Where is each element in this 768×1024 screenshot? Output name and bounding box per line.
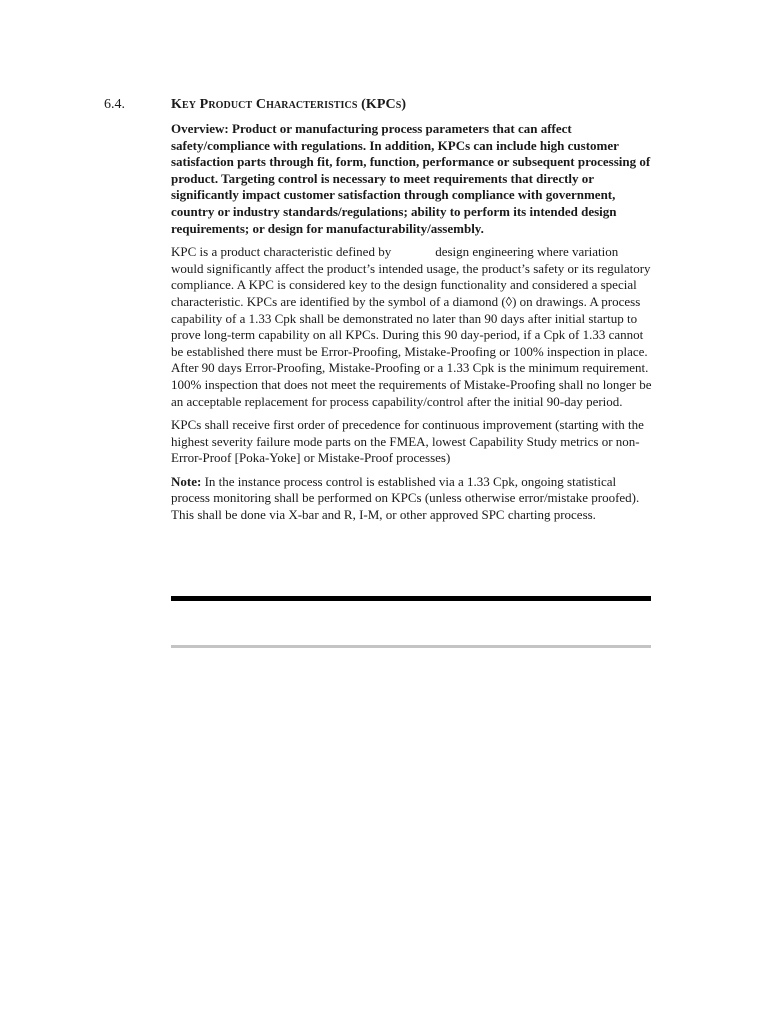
section-number: 6.4. <box>104 97 125 112</box>
kpc-definition-paragraph <box>171 244 653 410</box>
section-title: Key Product Characteristics (KPCs) <box>171 97 407 112</box>
section-end-rule <box>171 596 651 601</box>
note-label: Note: <box>171 473 202 489</box>
note-paragraph <box>171 474 653 524</box>
overview-paragraph: Overview: Product or manufacturing process parameters that can affect safety/compliance with regulations. In addition, KPCs can include high customer satisfaction parts through fit, form, function, performance or subsequent processing of product. Targeting control is necessary to meet requirements that directly or significantly impact customer satisfaction through compliance with government, country or industry standards/regulations; ability to perform its intended design requirements; or design for manufacturability/assembly. <box>171 121 651 236</box>
note-text: In the instance process control is established via a 1.33 Cpk, ongoing statistical process monitoring shall be performed on KPCs (unless otherwise error/mistake proofed). This shall be done via X-bar and R, I-M, or other approved SPC charting process. <box>171 473 640 523</box>
section-body <box>171 121 653 531</box>
page-divider <box>171 645 651 648</box>
kpc-definition-rest: design engineering where variation would significantly affect the product’s intended usage, the product’s safety or its regulatory compliance. A KPC is considered key to the design functionality and considered a special characteristic. KPCs are identified by the symbol of a diamond (◊) on drawings. A process capability of a 1.33 Cpk shall be demonstrated no later than 90 days after initial startup to prove long-term capability on all KPCs. During this 90 day-period, if a Cpk of 1.33 cannot be established there must be Error-Proofing, Mistake-Proofing or 100% inspection in place. After 90 days Error-Proofing, Mistake-Proofing or a 1.33 Cpk is the minimum requirement. 100% inspection that does not meet the requirements of Mistake-Proofing shall no longer be an acceptable replacement for process capability/control after the initial 90-day period. <box>171 244 652 409</box>
kpc-definition-start: KPC is a product characteristic defined by <box>171 244 392 260</box>
precedence-paragraph: KPCs shall receive first order of precedence for continuous improvement (starting with the highest severity failure mode parts on the FMEA, lowest Capability Study metrics or non-Error-Proof [Poka-Yoke] or Mistake-Proof processes) <box>171 417 644 466</box>
